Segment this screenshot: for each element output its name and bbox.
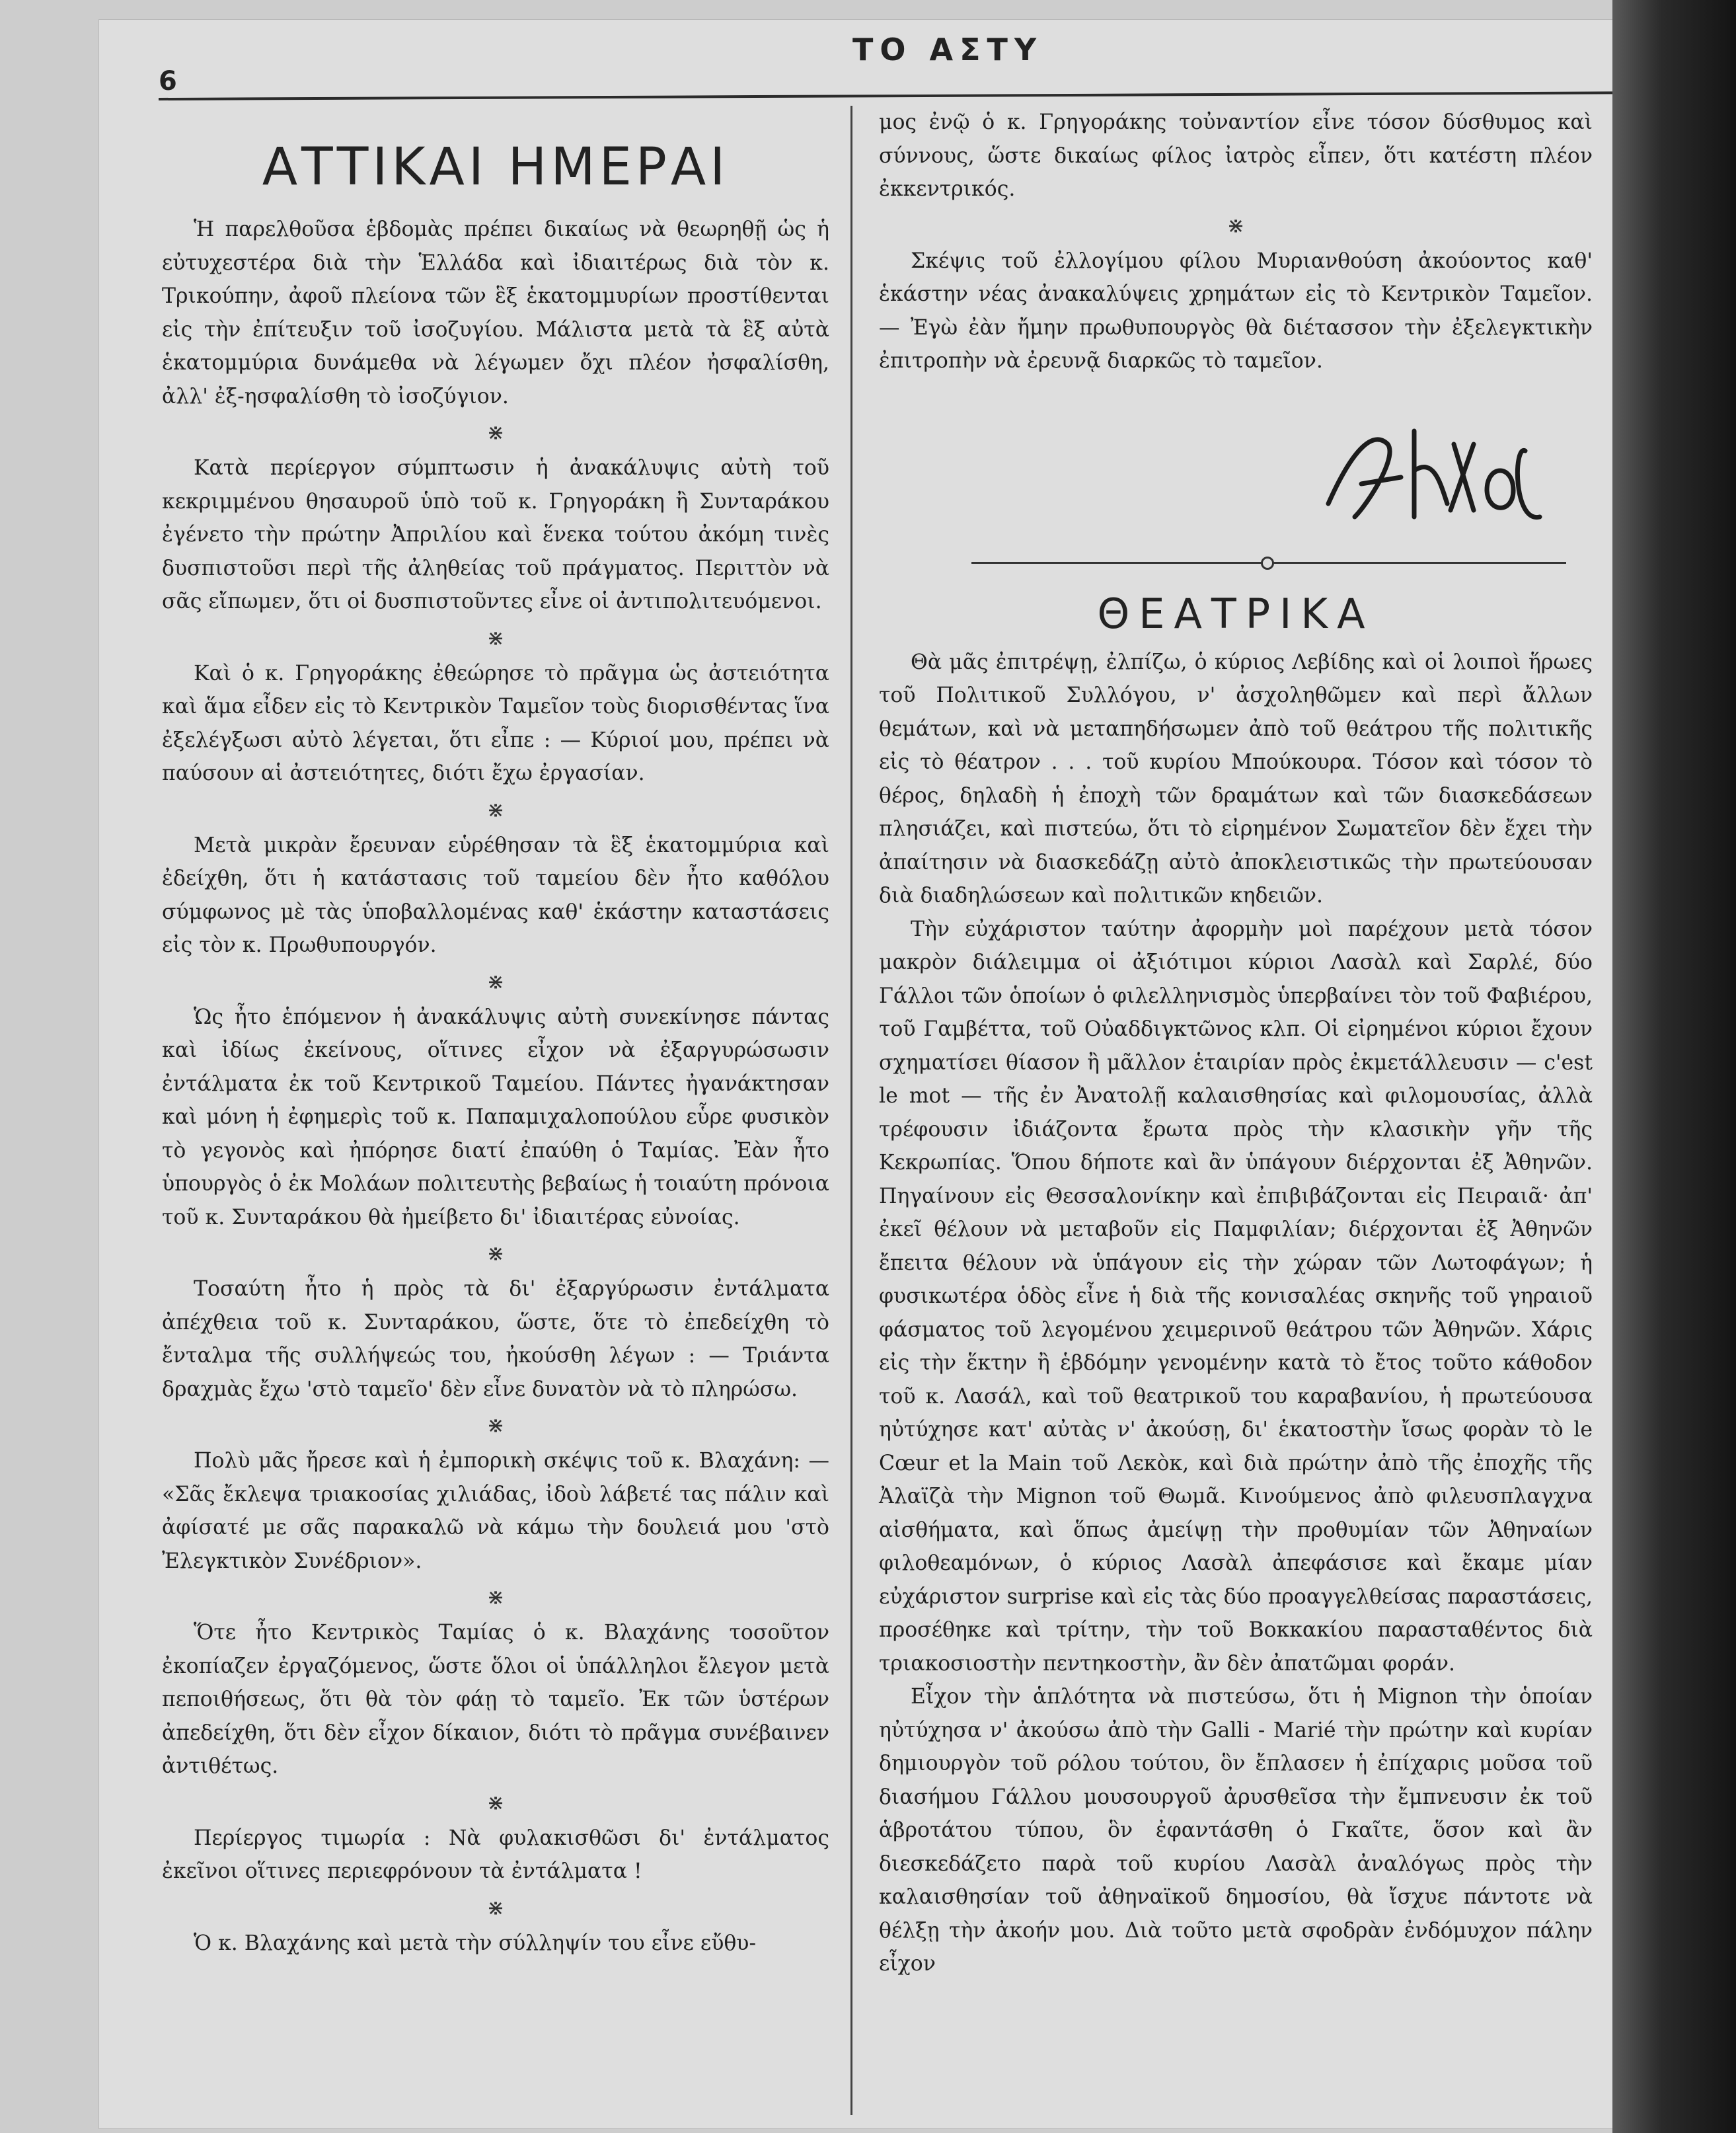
article-paragraph: Καὶ ὁ κ. Γρηγοράκης ἐθεώρησε τὸ πρᾶγμα ὡς ἀστειότητα καὶ ἅμα εἶδεν εἰς τὸ Κεντρικὸν Ταμεῖον τοὺς διορισθέντας ἵνα ἐξελέγξωσι αὐτὸ λέγεται, ὅτι εἶπε : — Κύριοί μου, πρέπει νὰ παύσουν αἱ ἀστειότητες, διότι ἔχω ἐργασίαν. xyxy=(162,661,829,785)
article-paragraph: Τοσαύτη ἦτο ἡ πρὸς τὰ δι' ἐξαργύρωσιν ἐντάλματα ἀπέχθεια τοῦ κ. Συνταράκου, ὥστε, ὅτε τὸ ἐπεδείχθη τὸ ἔνταλμα τῆς συλλήψεώς του, ἠκούσθη λέγων : — Τριάντα δραχμὰς ἔχω 'στὸ ταμεῖο' δὲν εἶνε δυνατὸν νὰ τὸ πληρώσω. xyxy=(162,1277,829,1401)
article-paragraph: Περίεργος τιμωρία : Νὰ φυλακισθῶσι δι' ἐντάλματος ἐκεῖνοι οἵτινες περιεφρόνουν τὰ ἐντάλματα ! xyxy=(162,1826,829,1883)
newspaper-page xyxy=(99,20,1612,2128)
page-number: 6 xyxy=(159,66,177,97)
separator-ornament: ⋇ xyxy=(486,1789,505,1815)
article-paragraph-continued: μος ἐνῷ ὁ κ. Γρηγοράκης τοὐναντίον εἶνε τόσον δύσθυμος καὶ σύννους, ὥστε δικαίως φίλος ἰατρὸς εἶπεν, ὅτι κατέστη πλέον ἐκκεντρικός. xyxy=(879,110,1593,201)
article-paragraph: Ἡ παρελθοῦσα ἑβδομὰς πρέπει δικαίως νὰ θεωρηθῇ ὡς ἡ εὐτυχεστέρα διὰ τὴν Ἑλλάδα καὶ ἰδιαιτέρως διὰ τὸν κ. Τρικούπην, ἀφοῦ πλείονα τῶν ἓξ ἑκατομμυρίων προστίθενται εἰς τὴν ἐπίτευξιν τοῦ ἰσοζυγίου. Μάλιστα μετὰ τὰ ἓξ αὐτὰ ἑκατομμύρια δυνάμεθα νὰ λέγωμεν ὄχι πλέον ἠσφαλίσθη, ἀλλ' ἐξ-ησφαλίσθη τὸ ἰσοζύγιον. xyxy=(162,217,829,408)
article-paragraph: Σκέψις τοῦ ἐλλογίμου φίλου Μυριανθούση ἀκούοντος καθ' ἑκάστην νέας ἀνακαλύψεις χρημάτων εἰς τὸ Κεντρικὸν Ταμεῖον. — Ἐγὼ ἐὰν ἤμην πρωθυπουργὸς θὰ διέτασσον τὴν ἐξελεγκτικὴν ἐπιτροπὴν νὰ ἐρευνᾷ διαρκῶς τὸ ταμεῖον. xyxy=(879,249,1593,373)
article-paragraph: Πολὺ μᾶς ἤρεσε καὶ ἡ ἐμπορικὴ σκέψις τοῦ κ. Βλαχάνη: — «Σᾶς ἔκλεψα τριακοσίας χιλιάδας, ἰδοὺ λάβετέ τας πάλιν καὶ ἀφίσατέ με σᾶς παρακαλῶ νὰ κάμω τὴν δουλειά μου 'στὸ Ἐλεγκτικὸν Συνέδριον». xyxy=(162,1449,829,1573)
left-column xyxy=(162,106,829,1960)
article-paragraph: Θὰ μᾶς ἐπιτρέψῃ, ἐλπίζω, ὁ κύριος Λεβίδης καὶ οἱ λοιποὶ ἥρωες τοῦ Πολιτικοῦ Συλλόγου, ν' ἀσχοληθῶμεν καὶ περὶ ἄλλων θεμάτων, καὶ νὰ μεταπηδήσωμεν ἀπὸ τοῦ θεάτρου τῆς πολιτικῆς εἰς τὸ θέατρον . . . τοῦ κυρίου Μπούκουρα. Τόσον καὶ τόσον τὸ θέρος, δηλαδὴ ἡ ἐποχὴ τῶν δραμάτων καὶ τῶν διασκεδάσεων πλησιάζει, καὶ πιστεύω, ὅτι τὸ εἰρημένον Σωματεῖον δὲν ἔχει τὴν ἀπαίτησιν νὰ διασκεδάζῃ αὐτὸ ἀποκλειστικῶς τὴν πρωτεύουσαν διὰ διαδηλώσεων καὶ πολιτικῶν κηδειῶν. xyxy=(879,650,1593,908)
article-paragraph: Τὴν εὐχάριστον ταύτην ἀφορμὴν μοὶ παρέχουν μετὰ τόσον μακρὸν διάλειμμα οἱ ἀξιότιμοι κύριοι Λασὰλ καὶ Σαρλέ, δύο Γάλλοι τῶν ὁποίων ὁ φιλελληνισμὸς ὑπερβαίνει τὸν τοῦ Φαβιέρου, τοῦ Γαμβέττα, τοῦ Οὐαδδιγκτῶνος κλπ. Οἱ εἰρημένοι κύριοι ἔχουν σχηματίσει θίασον ἢ μᾶλλον ἑταιρίαν πρὸς ἐκμετάλλευσιν — c'est le mot — τῆς ἐν Ἀνατολῇ καλαισθησίας καὶ φιλομουσίας, ἀλλὰ τρέφουσιν ἰδιάζοντα ἔρωτα πρὸς τὴν κλασικὴν γῆν τῆς Κεκρωπίας. Ὅπου δήποτε καὶ ἂν ὑπάγουν διέρχονται ἐξ Ἀθηνῶν. Πηγαίνουν εἰς Θεσσαλονίκην καὶ ἐπιβιβάζονται εἰς Πειραιᾶ· ἀπ' ἐκεῖ θέλουν νὰ μεταβοῦν εἰς Παμφιλίαν; διέρχονται ἐξ Ἀθηνῶν ἔπειτα θέλουν νὰ ὑπάγουν εἰς τὴν χώραν τῶν Λωτοφάγων; ἡ φυσικωτέρα ὁδὸς εἶνε ἡ διὰ τῆς κονισαλέας σκηνῆς τοῦ γηραιοῦ φάσματος τοῦ λεγομένου χειμερινοῦ θεάτρου τῶν Ἀθηνῶν. Χάρις εἰς τὴν ἕκτην ἢ ἑβδόμην γενομένην κατὰ τὸ ἔτος τοῦτο κάθοδον τοῦ κ. Λασάλ, καὶ τοῦ θεατρικοῦ του καραβανίου, ἡ πρωτεύουσα ηὐτύχησε κατ' αὐτὰς ν' ἀκούσῃ, δι' ἑκατοστὴν ἴσως φορὰν τὸ le Cœur et la Main τοῦ Λεκὸκ, καὶ διὰ πρώτην ἀπὸ τῆς ἐποχῆς τῆς Ἀλαϊζὰ τὴν Mignon τοῦ Θωμᾶ. Κινούμενος ἀπὸ φιλευσπλαγχνα αἰσθήματα, καὶ ὅπως ἀμείψῃ τὴν προθυμίαν τῶν Ἀθηναίων φιλοθεαμόνων, ὁ κύριος Λασὰλ ἀπεφάσισε καὶ ἔκαμε μίαν εὐχάριστον surprise καὶ εἰς τὰς δύο προαγγελθείσας παραστάσεις, προσέθηκε καὶ τρίτην, τὴν τοῦ Βοκκακίου παρασταθέντος διὰ τριακοσιοστὴν πεντηκοστὴν, ἂν δὲν ἀπατῶμαι φοράν. xyxy=(879,917,1593,1676)
article-paragraph: Κατὰ περίεργον σύμπτωσιν ἡ ἀνακάλυψις αὐτὴ τοῦ κεκριμμένου θησαυροῦ ὑπὸ τοῦ κ. Γρηγοράκη ἢ Συνταράκου ἐγένετο τὴν πρώτην Ἀπριλίου καὶ ἕνεκα τούτου ἀκόμη τινὲς δυσπιστοῦσι περὶ τῆς ἀληθείας τοῦ πράγματος. Περιττὸν νὰ σᾶς εἴπωμεν, ὅτι οἱ δυσπιστοῦντες εἶνε οἱ ἀντιπολιτευόμενοι. xyxy=(162,456,829,613)
header-rule xyxy=(159,91,1612,100)
column-divider xyxy=(850,106,852,2115)
section-title-theatrika: ΘΕΑΤΡΙΚΑ xyxy=(1097,589,1375,638)
article-paragraph: Ὅτε ἦτο Κεντρικὸς Ταμίας ὁ κ. Βλαχάνης τοσοῦτον ἐκοπίαζεν ἐργαζόμενος, ὥστε ὅλοι οἱ ὑπάλληλοι ἔλεγον μετὰ πεποιθήσεως, ὅτι θὰ τὸν φάῃ τὸ ταμεῖο. Ἐκ τῶν ὑστέρων ἀπεδείχθη, ὅτι δὲν εἶχον δίκαιον, διότι τὸ πρᾶγμα συνέβαινεν ἀντιθέτως. xyxy=(162,1621,829,1778)
article-paragraph: Ὡς ἦτο ἑπόμενον ἡ ἀνακάλυψις αὐτὴ συνεκίνησε πάντας καὶ ἰδίως ἐκείνους, οἵτινες εἶχον νὰ ἐξαργυρώσωσιν ἐντάλματα ἐκ τοῦ Κεντρικοῦ Ταμείου. Πάντες ἠγανάκτησαν καὶ μόνη ἡ ἐφημερὶς τοῦ κ. Παπαμιχαλοπούλου εὗρε φυσικὸν τὸ γεγονὸς καὶ ἠπόρησε διατί ἐπαύθη ὁ Ταμίας. Ἐὰν ἦτο ὑπουργὸς ὁ ἐκ Μολάων πολιτευτὴς βεβαίως ἡ τοιαύτη πρόνοια τοῦ κ. Συνταράκου θὰ ἠμείβετο δι' ἰδιαιτέρας εὐνοίας. xyxy=(162,1005,829,1229)
ornamental-rule xyxy=(879,550,1593,576)
separator-ornament: ⋇ xyxy=(486,1584,505,1609)
section-title-attikai-imerai: ΑΤΤΙΚΑΙ ΗΜΕΡΑΙ xyxy=(262,137,730,197)
separator-ornament: ⋇ xyxy=(486,968,505,994)
right-column xyxy=(879,106,1593,1981)
separator-ornament: ⋇ xyxy=(486,1894,505,1920)
signature-image xyxy=(1315,405,1553,537)
separator-ornament: ⋇ xyxy=(1227,212,1245,238)
article-paragraph: Εἶχον τὴν ἁπλότητα νὰ πιστεύσω, ὅτι ἡ Mignon τὴν ὁποίαν ηὐτύχησα ν' ἀκούσω ἀπὸ τὴν Galli - Marié τὴν πρώτην καὶ κυρίαν δημιουργὸν τοῦ ρόλου τούτου, ὃν ἔπλασεν ἡ ἐπίχαρις μοῦσα τοῦ διασήμου Γάλλου μουσουργοῦ ἀρυσθεῖσα τὴν ἔμπνευσιν ἐκ τοῦ ἁβροτάτου τύπου, ὃν ἐφαντάσθη ὁ Γκαῖτε, ὅσον καὶ ἂν διεσκεδάζετο παρὰ τοῦ κυρίου Λασὰλ ἀναλόγως πρὸς τὴν καλαισθησίαν τοῦ ἀθηναϊκοῦ δημοσίου, θὰ ἴσχυε πάντοτε νὰ θέλξῃ τὴν ἀκοήν μου. Διὰ τοῦτο μετὰ σφοδρὰν ἐνδόμυχον πάλην εἶχον xyxy=(879,1685,1593,1976)
separator-ornament: ⋇ xyxy=(486,796,505,822)
article-paragraph: Μετὰ μικρὰν ἔρευναν εὑρέθησαν τὰ ἓξ ἑκατομμύρια καὶ ἐδείχθη, ὅτι ἡ κατάστασις τοῦ ταμείου δὲν ἦτο καθόλου σύμφωνος μὲ τὰς ὑποβαλλομένας καθ' ἑκάστην καταστάσεις εἰς τὸν κ. Πρωθυπουργόν. xyxy=(162,833,829,957)
author-signature xyxy=(879,405,1593,543)
running-head: ΤΟ ΑΣΤΥ xyxy=(852,32,1043,67)
separator-ornament: ⋇ xyxy=(486,1413,505,1438)
separator-ornament: ⋇ xyxy=(486,625,505,650)
separator-ornament: ⋇ xyxy=(486,1241,505,1266)
page-edge-shadow xyxy=(1612,0,1736,2133)
rule-ornament-dot xyxy=(1261,557,1274,570)
separator-ornament: ⋇ xyxy=(486,420,505,445)
article-paragraph: Ὁ κ. Βλαχάνης καὶ μετὰ τὴν σύλληψίν του εἶνε εὔθυ- xyxy=(194,1931,757,1955)
